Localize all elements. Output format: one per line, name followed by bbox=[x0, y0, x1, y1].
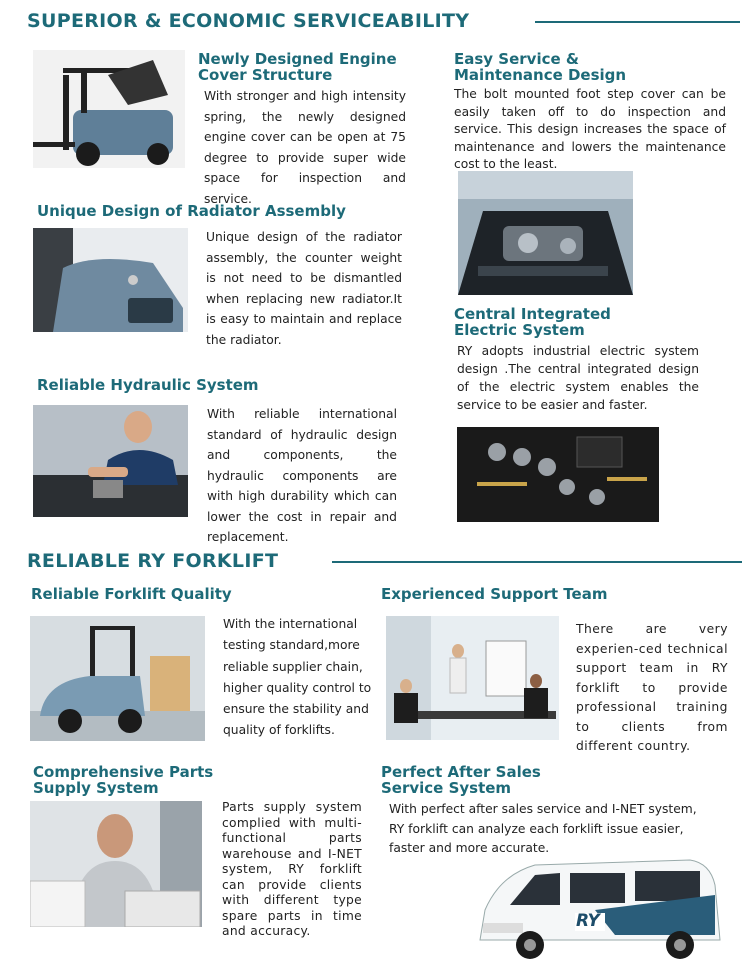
radiator-text: Unique design of the radiator assembly, the counter weight is not need to be dismantled when replacing new radiator.It is easy to maintain and replace the radiator. bbox=[206, 230, 402, 347]
circuit-board-image bbox=[457, 427, 659, 522]
forklift-engine-cover-image bbox=[33, 50, 185, 168]
support-text: There are very experien-ced technical support team in RY forklift to provide professional training to clients from different country. bbox=[576, 622, 728, 753]
section-divider bbox=[535, 21, 740, 23]
van-ry-logo: RY bbox=[576, 911, 600, 931]
quality-text: With the international testing standard,more reliable supplier chain, higher quality control to ensure the stability and quality of forklifts. bbox=[223, 617, 372, 738]
electric-text: RY adopts industrial electric system design .The central integrated design of the electric system enables the service to be easier and faster. bbox=[457, 344, 699, 412]
foot-step-cover-image bbox=[458, 171, 633, 295]
electric-heading: Central Integrated Electric System bbox=[454, 305, 611, 339]
easy-service-text: The bolt mounted foot step cover can be easily taken off to do inspection and service. This design increases the space of maintenance and lowers the maintenance cost to the least. bbox=[454, 87, 726, 171]
hydraulic-heading: Reliable Hydraulic System bbox=[37, 376, 259, 394]
section-title-serviceability: SUPERIOR & ECONOMIC SERVICEABILITY bbox=[27, 10, 470, 32]
easy-service-heading: Easy Service & Maintenance Design bbox=[454, 50, 627, 84]
parts-text: Parts supply system complied with multi-functional parts warehouse and I-NET system, RY forklift can provide clients with different type spare parts in time and accuracy. bbox=[222, 800, 362, 938]
mechanic-hydraulic-image bbox=[33, 405, 188, 517]
after-sales-text: With perfect after sales service and I-NET system, RY forklift can analyze each forklift issue easier, faster and more accurate. bbox=[389, 802, 697, 856]
training-meeting-image bbox=[386, 616, 559, 740]
engine-cover-text: With stronger and high intensity spring, the newly designed engine cover can be open at 75 degree to provide super wide space for inspection and service. bbox=[204, 89, 406, 206]
parts-analyst-image bbox=[30, 801, 202, 927]
after-sales-heading: Perfect After Sales Service System bbox=[381, 763, 541, 797]
radiator-counterweight-image bbox=[33, 228, 188, 332]
parts-heading: Comprehensive Parts Supply System bbox=[33, 763, 214, 797]
service-van-image bbox=[475, 855, 725, 963]
support-heading: Experienced Support Team bbox=[381, 585, 608, 603]
forklift-warehouse-image bbox=[30, 616, 205, 741]
section-title-reliable: RELIABLE RY FORKLIFT bbox=[27, 550, 279, 572]
hydraulic-text: With reliable international standard of hydraulic design and components, the hydraulic components are with high durability which can lower the cost in repair and replacement. bbox=[207, 407, 397, 544]
section-divider bbox=[332, 561, 742, 563]
radiator-heading: Unique Design of Radiator Assembly bbox=[37, 202, 346, 220]
quality-heading: Reliable Forklift Quality bbox=[31, 585, 232, 603]
engine-cover-heading: Newly Designed Engine Cover Structure bbox=[198, 50, 397, 84]
